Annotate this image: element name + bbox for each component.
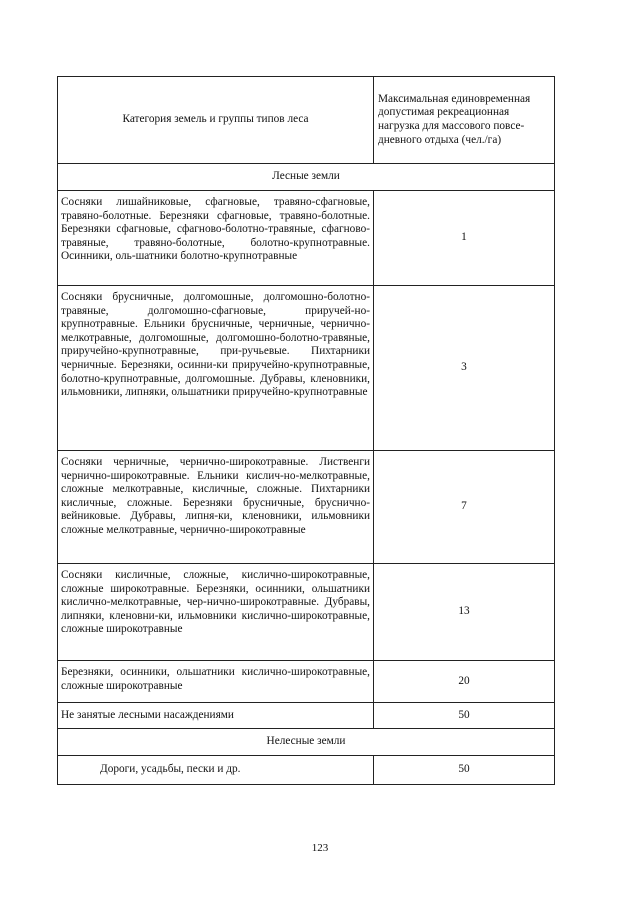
- table-row: [58, 756, 555, 785]
- section-nonforest-lands: Нелесные земли: [58, 729, 555, 756]
- page-number: 123: [311, 842, 329, 854]
- header-category: Категория земель и группы типов леса: [58, 77, 374, 164]
- row-category: Сосняки черничные, чернично-широкотравные. Лиственги чернично-широкотравные. Ельники кислич-но-мелкотравные, сложные мелкотравные, кисличные, сложные. Пихтарники кисличные, сложные. Березняки брусничные, бруснично-вейниковые. Дубравы, липня-ки, кленовники, ильмовники сложные мелкотравные, чернично-широкотравные: [58, 451, 374, 564]
- section-row: [58, 729, 555, 756]
- row-value: 20: [374, 661, 555, 703]
- header-max-load: Максимальная единовременная допустимая рекреационная нагрузка для массового повсе-дневного отдыха (чел./га): [374, 77, 555, 164]
- table-row: [58, 451, 555, 564]
- section-forest-lands: Лесные земли: [58, 164, 555, 191]
- row-value: 50: [374, 703, 555, 729]
- row-category: Сосняки кисличные, сложные, кислично-широкотравные, сложные широкотравные. Березняки, осинники, ольшатники кислично-мелкотравные, чер-нично-широкотравные. Дубравы, липняки, кленовни-ки, ильмовники кислично-широкотравные, сложные широкотравные: [58, 564, 374, 661]
- table-header-row: [58, 77, 555, 164]
- table-row: [58, 661, 555, 703]
- row-category: Сосняки лишайниковые, сфагновые, травяно-сфагновые, травяно-болотные. Березняки сфагновые, травяно-болотные. Березняки сфагновые, сфагново-болотно-травяные, сфагново-травяные, травяно-болотные, болотно-крупнотравные. Осинники, оль-шатники болотно-крупнотравные: [58, 191, 374, 286]
- row-category: Не занятые лесными насаждениями: [58, 703, 374, 729]
- row-value: 50: [374, 756, 555, 785]
- row-value: 13: [374, 564, 555, 661]
- row-value: 1: [374, 191, 555, 286]
- recreation-load-table: [57, 76, 555, 785]
- row-value: 7: [374, 451, 555, 564]
- table-row: [58, 191, 555, 286]
- table-row: [58, 564, 555, 661]
- row-category: Сосняки брусничные, долгомошные, долгомошно-болотно-травяные, долгомошно-сфагновые, приручей-но-крупнотравные. Ельники брусничные, черничные, чернично-мелкотравные, долгомошные, долгомошно-болотно-травяные, приручейно-крупнотравные, при-ручьевые. Пихтарники черничные. Березняки, осинни-ки приручейно-крупнотравные, болотно-крупнотравные, долгомошные. Дубравы, кленовники, ильмовники, липняки, ольшатники приручейно-крупнотравные: [58, 286, 374, 451]
- row-category: Березняки, осинники, ольшатники кислично-широкотравные, сложные широкотравные: [58, 661, 374, 703]
- table-row: [58, 286, 555, 451]
- row-category: Дороги, усадьбы, пески и др.: [58, 756, 374, 785]
- section-row: [58, 164, 555, 191]
- row-value: 3: [374, 286, 555, 451]
- table-row: [58, 703, 555, 729]
